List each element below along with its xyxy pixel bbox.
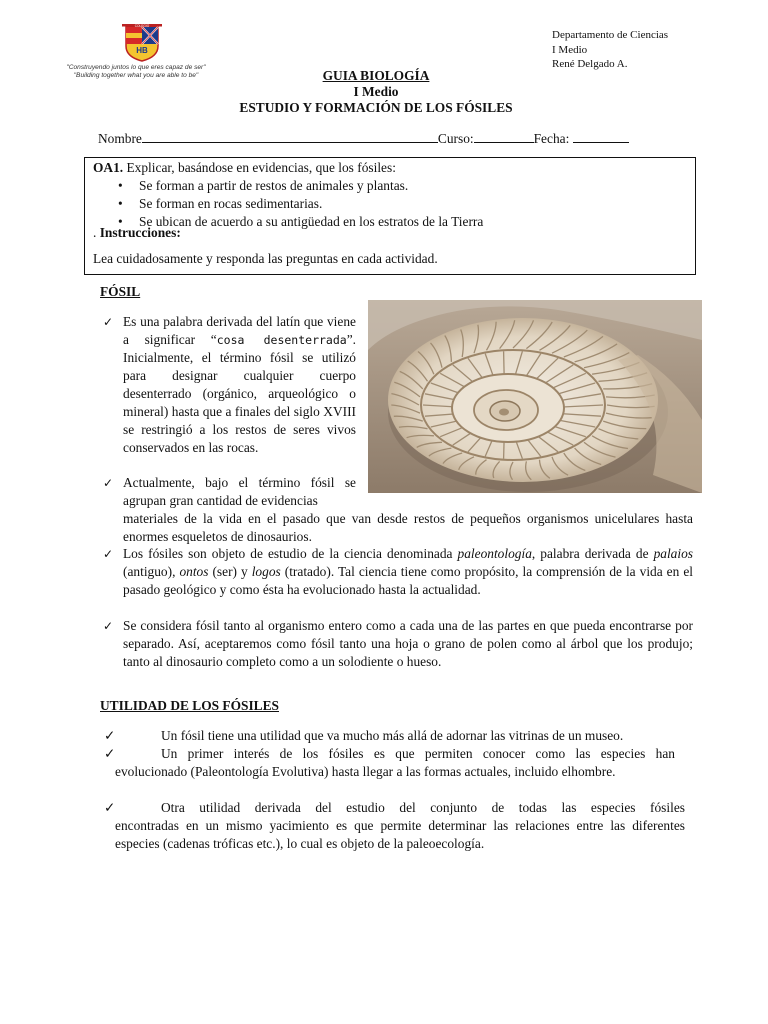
teacher-name: René Delgado A.: [552, 58, 628, 70]
checkmark-icon: ✓: [103, 619, 114, 633]
objective-box: [84, 157, 696, 275]
utilidad-item-3-continued: encontradas en un mismo yacimiento es que permite determinar las relaciones entre las diferentes especies (cadenas tróficas etc.), lo cual es objeto de la paleoecología.: [115, 818, 685, 851]
instructions-text: Lea cuidadosamente y responda las preguntas en cada actividad.: [93, 251, 438, 266]
fosil-section-title: FÓSIL: [100, 284, 141, 299]
list-item: • Se ubican de acuerdo a su antigüedad en los estratos de la Tierra: [118, 214, 484, 229]
bullet-icon: •: [118, 214, 123, 229]
svg-text:COLEGIO: COLEGIO: [134, 24, 150, 28]
objective-bullet-list: [93, 177, 689, 231]
ammonite-fossil-photo: [368, 300, 702, 493]
checkmark-icon: ✓: [104, 746, 116, 761]
checkmark-icon: ✓: [104, 800, 116, 815]
date-label: Fecha:: [533, 131, 570, 146]
checkmark-icon: ✓: [103, 315, 114, 329]
fosil-item-2: ✓ Actualmente, bajo el término fósil se agrupan gran cantidad de evidencias: [103, 475, 356, 508]
utilidad-item-1: Un fósil tiene una utilidad que va mucho más allá de adornar las vitrinas de un museo.: [161, 728, 624, 743]
guide-topic: ESTUDIO Y FORMACIÓN DE LOS FÓSILES: [239, 99, 513, 115]
guide-level: I Medio: [353, 84, 399, 99]
utilidad-item-2-continued: evolucionado (Paleontología Evolutiva) hasta llegar a las formas actuales, incluido elhombre.: [115, 764, 616, 779]
date-field[interactable]: [573, 129, 629, 143]
fosil-item-3: ✓ Los fósiles son objeto de estudio de la ciencia denominada paleontología, palabra derivada de palaios (antiguo), ontos (ser) y logos (tratado). Tal ciencia tiene como propósito, la comprensión de la vida en el pasado geológico y como ésta ha evolucionado hasta la actualidad.: [103, 546, 693, 597]
guide-title: GUIA BIOLOGÍA: [322, 68, 430, 83]
utilidad-section-title: UTILIDAD DE LOS FÓSILES: [100, 698, 279, 713]
school-crest-icon: [116, 24, 168, 62]
fosil-item-2-continued: materiales de la vida en el pasado que van desde restos de pequeños organismos unicelulares hasta enormes esqueletos de dinosaurios.: [123, 511, 693, 544]
name-field[interactable]: [142, 129, 438, 143]
document-titles: [0, 68, 752, 115]
objective-code: OA1.: [93, 160, 124, 175]
course-field[interactable]: [474, 129, 534, 143]
department-level: I Medio: [552, 43, 588, 56]
checkmark-icon: ✓: [103, 547, 114, 561]
checkmark-icon: ✓: [103, 476, 114, 490]
instructions-heading: . Instrucciones:: [93, 225, 181, 240]
student-fields: [98, 129, 629, 148]
fosil-item-4: ✓ Se considera fósil tanto al organismo entero como a cada una de las partes en que pueda encontrarse por separado. Así, aceptaremos como fósil tanto una hoja o grano de polen como al árbol que los produjo; tanto al dinosaurio completo como a un solodiente o hueso.: [103, 618, 693, 669]
objective-text: Explicar, basándose en evidencias, que los fósiles:: [123, 160, 396, 175]
checkmark-icon: ✓: [104, 728, 116, 743]
svg-text:HB: HB: [136, 46, 148, 55]
list-item: • Se forman a partir de restos de animales y plantas.: [118, 178, 409, 193]
objective-heading: [93, 159, 689, 177]
bullet-icon: •: [118, 196, 123, 211]
department-name: Departamento de Ciencias: [552, 29, 669, 41]
bullet-icon: •: [118, 178, 123, 193]
name-label: Nombre: [98, 131, 142, 146]
list-item: • Se forman en rocas sedimentarias.: [118, 196, 323, 211]
department-info: [552, 28, 668, 72]
school-motto: "Construyendo juntos lo que eres capaz de ser" "Building together what you are able to be": [66, 64, 206, 79]
course-label: Curso:: [437, 131, 474, 146]
utilidad-item-3: Otra utilidad derivada del estudio del conjunto de todas las especies fósiles: [161, 800, 685, 815]
utilidad-item-2: Un primer interés de los fósiles es que permiten conocer como las especies han: [161, 746, 675, 761]
fosil-item-1: ✓ Es una palabra derivada del latín que viene a significar “cosa desenterrada”. Inicialmente, el término fósil se utilizó para designar cualquier cuerpo desenterrado (orgánico, arqueológico o mineral) hasta que a finales del siglo XVIII se restringió a los restos de seres vivos conservados en las rocas.: [103, 314, 356, 455]
